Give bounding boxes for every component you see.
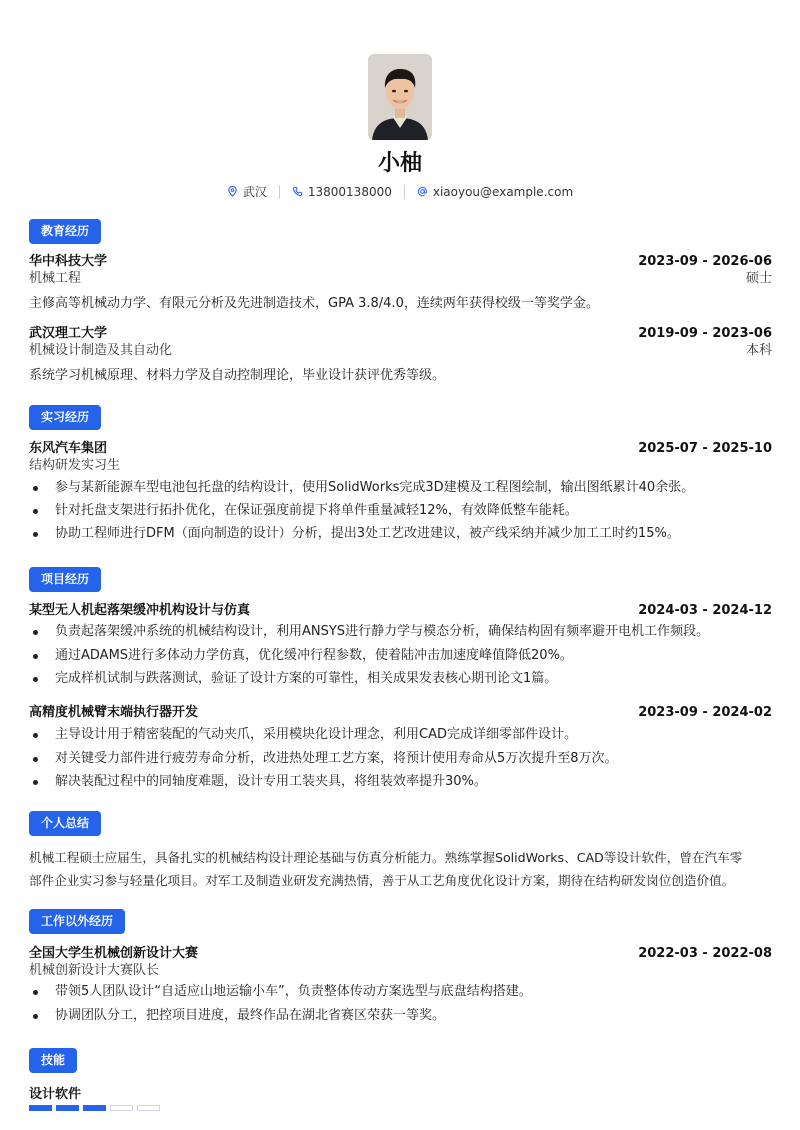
activity-entry-header bbox=[29, 945, 772, 962]
profile-photo bbox=[368, 54, 432, 140]
email-text: xiaoyou@example.com bbox=[432, 184, 574, 199]
contact-location bbox=[215, 183, 279, 200]
skill-level-segment bbox=[56, 1105, 79, 1111]
contact-email bbox=[405, 185, 585, 199]
at-sign-icon bbox=[417, 186, 428, 197]
date-range: 2023-09 - 2024-02 bbox=[638, 705, 772, 720]
skill-level-segment bbox=[110, 1105, 133, 1111]
location-text: 武汉 bbox=[242, 185, 267, 199]
education-entry-subheader bbox=[29, 270, 772, 287]
list-item: 参与某新能源车型电池包托盘的结构设计，使用SolidWorks完成3D建模及工程图绘制，输出图纸累计40余张。 bbox=[29, 479, 772, 497]
skill-level-meter bbox=[29, 1105, 160, 1111]
education-entry-header bbox=[29, 253, 772, 270]
job-role: 结构研发实习生 bbox=[29, 458, 121, 473]
contact-bar bbox=[0, 183, 800, 200]
project-name: 某型无人机起落架缓冲机构设计与仿真 bbox=[29, 603, 251, 618]
date-range: 2023-09 - 2026-06 bbox=[638, 254, 772, 269]
degree: 本科 bbox=[745, 343, 772, 358]
phone-text: 13800138000 bbox=[307, 184, 392, 199]
list-item: 带领5人团队设计“自适应山地运输小车”，负责整体传动方案选型与底盘结构搭建。 bbox=[29, 983, 772, 1001]
list-item: 对关键受力部件进行疲劳寿命分析，改进热处理工艺方案，将预计使用寿命从5万次提升至8万次。 bbox=[29, 750, 772, 768]
date-range: 2025-07 - 2025-10 bbox=[638, 441, 772, 456]
activity-name: 全国大学生机械创新设计大赛 bbox=[29, 946, 199, 961]
skill-level-segment bbox=[137, 1105, 160, 1111]
list-item: 协调团队分工，把控项目进度，最终作品在湖北省赛区荣获一等奖。 bbox=[29, 1007, 772, 1025]
list-item: 协助工程师进行DFM（面向制造的设计）分析，提出3处工艺改进建议，被产线采纳并减少加工工时约15%。 bbox=[29, 525, 772, 543]
school-name: 武汉理工大学 bbox=[29, 326, 108, 341]
project-entry-header bbox=[29, 602, 772, 619]
skill-level-segment bbox=[29, 1105, 52, 1111]
project-entry-header bbox=[29, 704, 772, 721]
summary-line: 部件企业实习参与轻量化项目。对军工及制造业研发充满热情，善于从工艺角度优化设计方案，期待在结构研发岗位创造价值。 bbox=[29, 873, 735, 888]
summary-line: 机械工程硕士应届生，具备扎实的机械结构设计理论基础与仿真分析能力。熟练掌握SolidWorks、CAD等设计软件，曾在汽车零 bbox=[29, 850, 743, 865]
skill-name: 设计软件 bbox=[29, 1087, 82, 1102]
location-pin-icon bbox=[227, 186, 238, 197]
list-item: 主导设计用于精密装配的气动夹爪，采用模块化设计理念，利用CAD完成详细零部件设计。 bbox=[29, 726, 772, 744]
section-title-projects: 项目经历 bbox=[29, 567, 101, 592]
section-title-skills: 技能 bbox=[29, 1048, 77, 1073]
education-description: 主修高等机械动力学、有限元分析及先进制造技术，GPA 3.8/4.0，连续两年获得校级一等奖学金。 bbox=[29, 296, 599, 311]
major: 机械设计制造及其自动化 bbox=[29, 343, 173, 358]
project-name: 高精度机械臂末端执行器开发 bbox=[29, 705, 199, 720]
internship-role-row bbox=[29, 457, 772, 474]
phone-icon bbox=[292, 186, 303, 197]
list-item: 通过ADAMS进行多体动力学仿真，优化缓冲行程参数，使着陆冲击加速度峰值降低20%。 bbox=[29, 647, 772, 665]
list-item: 完成样机试制与跌落测试，验证了设计方案的可靠性，相关成果发表核心期刊论文1篇。 bbox=[29, 670, 772, 688]
candidate-name: 小柚 bbox=[377, 151, 422, 176]
education-description: 系统学习机械原理、材料力学及自动控制理论，毕业设计获评优秀等级。 bbox=[29, 368, 446, 383]
section-title-internship: 实习经历 bbox=[29, 405, 101, 430]
list-item: 解决装配过程中的同轴度难题，设计专用工装夹具，将组装效率提升30%。 bbox=[29, 773, 772, 791]
major: 机械工程 bbox=[29, 271, 82, 286]
company-name: 东风汽车集团 bbox=[29, 441, 108, 456]
date-range: 2022-03 - 2022-08 bbox=[638, 946, 772, 961]
section-title-education: 教育经历 bbox=[29, 219, 101, 244]
contact-phone bbox=[280, 185, 404, 199]
list-item: 针对托盘支架进行拓扑优化，在保证强度前提下将单件重量减轻12%，有效降低整车能耗。 bbox=[29, 502, 772, 520]
list-item: 负责起落架缓冲系统的机械结构设计，利用ANSYS进行静力学与模态分析，确保结构固有频率避开电机工作频段。 bbox=[29, 623, 772, 641]
school-name: 华中科技大学 bbox=[29, 254, 108, 269]
section-title-extra: 工作以外经历 bbox=[29, 909, 125, 934]
education-entry-subheader bbox=[29, 342, 772, 359]
activity-role: 机械创新设计大赛队长 bbox=[29, 963, 160, 978]
section-title-summary: 个人总结 bbox=[29, 811, 101, 836]
date-range: 2024-03 - 2024-12 bbox=[638, 603, 772, 618]
degree: 硕士 bbox=[745, 271, 772, 286]
education-entry-header bbox=[29, 325, 772, 342]
activity-role-row bbox=[29, 962, 772, 979]
internship-entry-header bbox=[29, 440, 772, 457]
date-range: 2019-09 - 2023-06 bbox=[638, 326, 772, 341]
skill-level-segment bbox=[83, 1105, 106, 1111]
avatar-illustration bbox=[368, 54, 432, 140]
